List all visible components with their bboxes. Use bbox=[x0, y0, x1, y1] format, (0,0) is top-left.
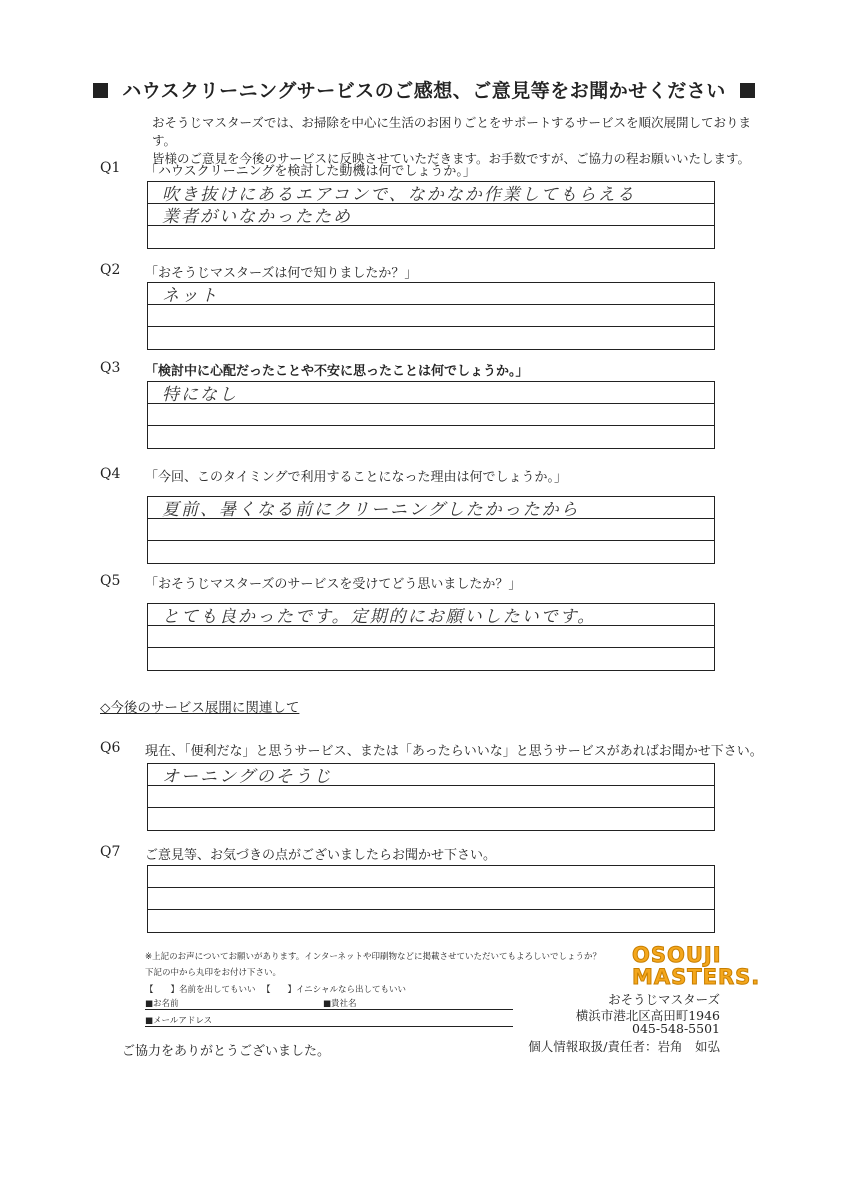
answer-box[interactable] bbox=[147, 181, 715, 249]
question-text: 「おそうじマスターズのサービスを受けてどう思いましたか？」 bbox=[145, 577, 522, 592]
question-number: Q2 bbox=[100, 262, 121, 278]
square-bullet-icon bbox=[740, 83, 755, 98]
handwritten-answer: 特になし bbox=[162, 385, 238, 405]
email-field[interactable]: ■メールアドレス bbox=[145, 1014, 513, 1027]
privacy-officer: 個人情報取扱/責任者：岩角 如弘 bbox=[528, 1039, 720, 1054]
thanks-text: ご協力をありがとうございました。 bbox=[122, 1044, 331, 1059]
answer-box[interactable] bbox=[147, 496, 715, 564]
question-text: 「検討中に心配だったことや不安に思ったことは何でしょうか。」 bbox=[145, 364, 529, 379]
handwritten-answer: ネット bbox=[162, 286, 219, 306]
name-field[interactable]: ■お名前 ■貴社名 bbox=[145, 997, 513, 1010]
company-address: 横浜市港北区高田町1946 bbox=[575, 1008, 720, 1023]
question-text: 現在、「便利だな」と思うサービス、または「あったらいいな」と思うサービスがあればお聞かせ下さい。 bbox=[145, 744, 763, 759]
handwritten-answer: オーニングのそうじ bbox=[162, 767, 333, 787]
company-name: おそうじマスターズ bbox=[608, 992, 720, 1007]
question-number: Q6 bbox=[100, 740, 121, 756]
company-field-label: ■貴社名 bbox=[323, 999, 357, 1009]
question-text: 「ハウスクリーニングを検討した動機は何でしょうか。」 bbox=[145, 164, 476, 179]
company-logo: OSOUJI MASTERS. bbox=[632, 943, 761, 989]
question-number: Q5 bbox=[100, 573, 121, 589]
option-initial-ok[interactable]: 【 】イニシャルなら出してもいい bbox=[262, 985, 406, 995]
consent-instruction: 下記の中から丸印をお付け下さい。 bbox=[145, 968, 282, 978]
handwritten-answer: とても良かったです。定期的にお願いしたいです。 bbox=[162, 607, 597, 627]
square-bullet-icon bbox=[93, 83, 108, 98]
question-text: 「今回、このタイミングで利用することになった理由は何でしょうか。」 bbox=[145, 470, 567, 485]
page-title: ハウスクリーニングサービスのご感想、ご意見等をお聞かせください bbox=[0, 76, 848, 103]
company-phone: 045-548-5501 bbox=[632, 1021, 720, 1036]
question-text: ご意見等、お気づきの点がございましたらお聞かせ下さい。 bbox=[145, 848, 497, 863]
question-number: Q4 bbox=[100, 466, 121, 482]
answer-box[interactable] bbox=[147, 381, 715, 449]
question-number: Q1 bbox=[100, 160, 121, 176]
handwritten-answer: 吹き抜けにあるエアコンで、なかなか作業してもらえる bbox=[162, 185, 636, 205]
section-heading: ◇今後のサービス展開に関連して bbox=[100, 700, 300, 716]
question-number: Q3 bbox=[100, 360, 121, 376]
answer-box[interactable] bbox=[147, 603, 715, 671]
answer-box[interactable] bbox=[147, 763, 715, 831]
handwritten-answer: 夏前、暑くなる前にクリーニングしたかったから bbox=[162, 500, 580, 520]
intro-text: おそうじマスターズでは、お掃除を中心に生活のお困りごとをサポートするサービスを順次展開しております。 皆様のご意見を今後のサービスに反映させていただきます。お手数ですが、ご協力の程お願いいたします。 bbox=[152, 115, 752, 166]
consent-note: ※上記のお声についてお願いがあります。インターネットや印刷物などに掲載させていただいてもよろしいでしょうか？ bbox=[145, 952, 602, 962]
question-number: Q7 bbox=[100, 844, 121, 860]
answer-box[interactable] bbox=[147, 865, 715, 933]
answer-box[interactable] bbox=[147, 282, 715, 350]
question-text: 「おそうじマスターズは何で知りましたか？」 bbox=[145, 266, 418, 281]
handwritten-answer: 業者がいなかったため bbox=[162, 207, 352, 227]
option-name-ok[interactable]: 【 】名前を出してもいい bbox=[145, 985, 256, 995]
